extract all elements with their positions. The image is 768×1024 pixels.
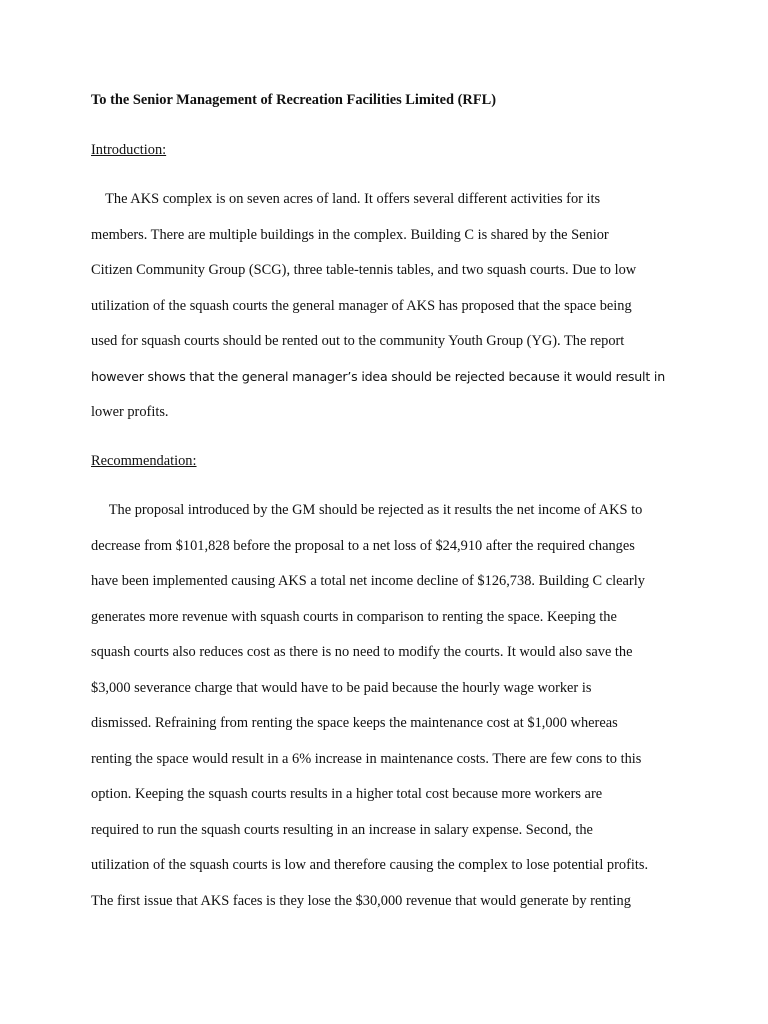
paragraph-line: required to run the squash courts resulting in an increase in salary expense. Second, the xyxy=(91,821,593,838)
paragraph-line: renting the space would result in a 6% increase in maintenance costs. There are few cons to this xyxy=(91,750,642,767)
section-title-introduction: Introduction: xyxy=(91,142,167,158)
paragraph-line: however shows that the general manager’s idea should be rejected because it would result in xyxy=(91,368,665,384)
document-heading: To the Senior Management of Recreation Facilities Limited (RFL) xyxy=(91,92,497,108)
paragraph-line: The first issue that AKS faces is they lose the $30,000 revenue that would generate by renting xyxy=(91,892,631,909)
recommendation-paragraph xyxy=(91,500,681,926)
paragraph-line: generates more revenue with squash courts in comparison to renting the space. Keeping the xyxy=(91,608,617,625)
paragraph-line: utilization of the squash courts the general manager of AKS has proposed that the space being xyxy=(91,297,632,314)
paragraph-line: $3,000 severance charge that would have to be paid because the hourly wage worker is xyxy=(91,679,592,696)
paragraph-line: The proposal introduced by the GM should be rejected as it results the net income of AKS to xyxy=(91,502,643,518)
paragraph-line: lower profits. xyxy=(91,404,169,420)
paragraph-line: squash courts also reduces cost as there is no need to modify the courts. It would also save the xyxy=(91,644,633,660)
section-title-recommendation: Recommendation: xyxy=(91,453,197,469)
paragraph-line: members. There are multiple buildings in the complex. Building C is shared by the Senior xyxy=(91,226,609,243)
paragraph-line: option. Keeping the squash courts results in a higher total cost because more workers are xyxy=(91,786,603,802)
paragraph-line: The AKS complex is on seven acres of land. It offers several different activities for its xyxy=(91,191,601,207)
paragraph-line: used for squash courts should be rented out to the community Youth Group (YG). The report xyxy=(91,333,625,349)
paragraph-line: dismissed. Refraining from renting the space keeps the maintenance cost at $1,000 whereas xyxy=(91,715,618,731)
paragraph-line: Citizen Community Group (SCG), three table-tennis tables, and two squash courts. Due to low xyxy=(91,262,637,278)
paragraph-line: have been implemented causing AKS a total net income decline of $126,738. Building C clearly xyxy=(91,573,645,589)
paragraph-line: decrease from $101,828 before the proposal to a net loss of $24,910 after the required changes xyxy=(91,537,635,554)
paragraph-line: utilization of the squash courts is low and therefore causing the complex to lose potential profits. xyxy=(91,857,649,873)
introduction-paragraph xyxy=(91,189,681,438)
